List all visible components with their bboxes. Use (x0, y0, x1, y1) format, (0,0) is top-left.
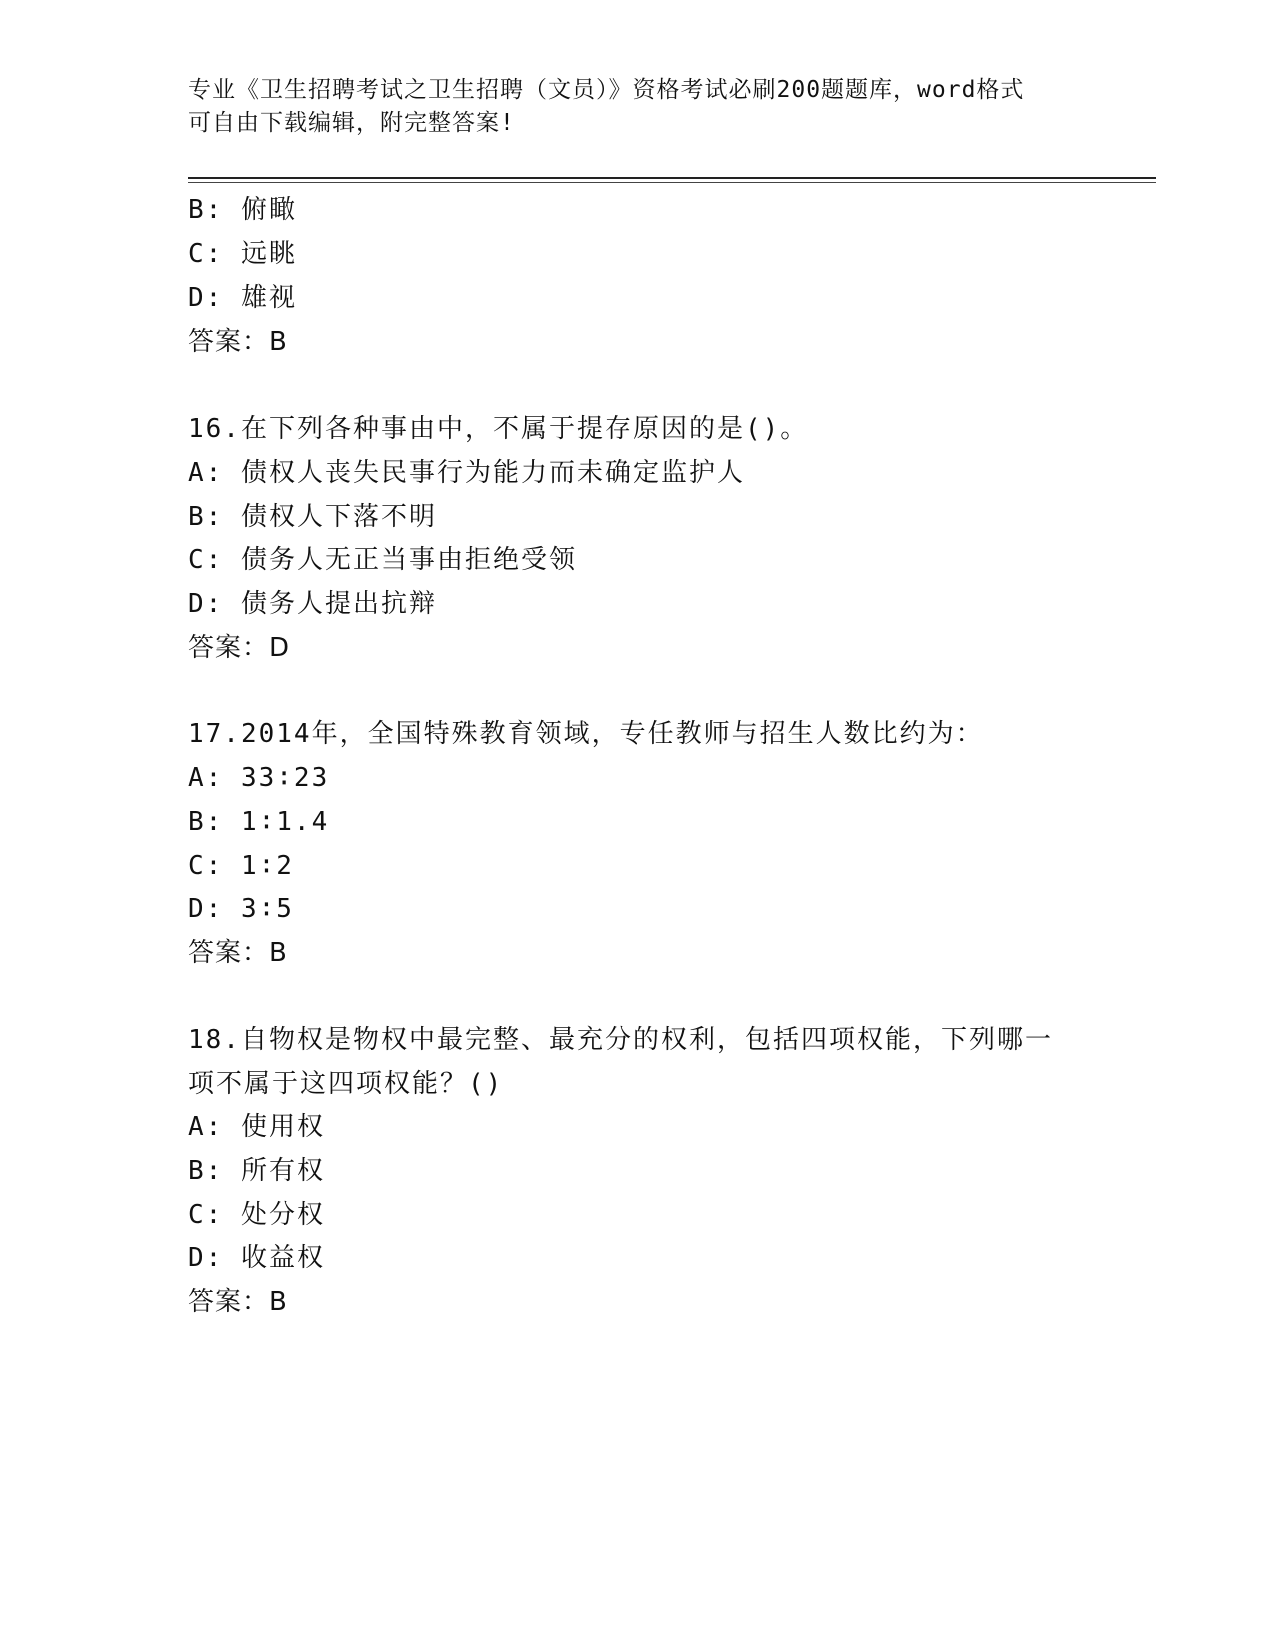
q16-option-c: C: 债务人无正当事由拒绝受领 (188, 545, 577, 575)
q17-option-a: A: 33∶23 (188, 763, 330, 793)
document-header (188, 74, 1088, 140)
header-line-1: 专业《卫生招聘考试之卫生招聘（文员）》资格考试必刷200题题库，word格式 (188, 77, 1025, 103)
prev-question-option-b: B: 俯瞰 (188, 195, 297, 225)
q16-option-d: D: 债务人提出抗辩 (188, 589, 437, 619)
q18-stem-line-2: 项不属于这四项权能？() (188, 1069, 504, 1099)
q18-stem-line-1: 18.自物权是物权中最完整、最充分的权利，包括四项权能，下列哪一 (188, 1025, 1053, 1055)
q18-option-a: A: 使用权 (188, 1112, 325, 1142)
q18-option-d: D: 收益权 (188, 1243, 325, 1273)
q17-option-b: B: 1∶1.4 (188, 807, 330, 837)
q17-stem: 17.2014年，全国特殊教育领域，专任教师与招生人数比约为： (188, 719, 984, 749)
prev-question-answer: 答案：B (188, 327, 288, 357)
q18-option-b: B: 所有权 (188, 1156, 325, 1186)
header-divider-thick (188, 177, 1156, 179)
q18-option-c: C: 处分权 (188, 1200, 325, 1230)
header-divider-thin (188, 182, 1156, 183)
q18-answer: 答案：B (188, 1287, 288, 1317)
prev-question-option-c: C: 远眺 (188, 239, 297, 269)
header-line-2: 可自由下载编辑，附完整答案! (188, 110, 515, 136)
q17-answer: 答案：B (188, 938, 288, 968)
q16-answer: 答案：D (188, 633, 291, 663)
prev-question-option-d: D: 雄视 (188, 283, 297, 313)
q17-option-d: D: 3∶5 (188, 894, 294, 924)
q16-option-b: B: 债权人下落不明 (188, 502, 437, 532)
q16-option-a: A: 债权人丧失民事行为能力而未确定监护人 (188, 458, 745, 488)
q16-stem: 16.在下列各种事由中，不属于提存原因的是()。 (188, 414, 809, 444)
q17-option-c: C: 1∶2 (188, 851, 294, 881)
